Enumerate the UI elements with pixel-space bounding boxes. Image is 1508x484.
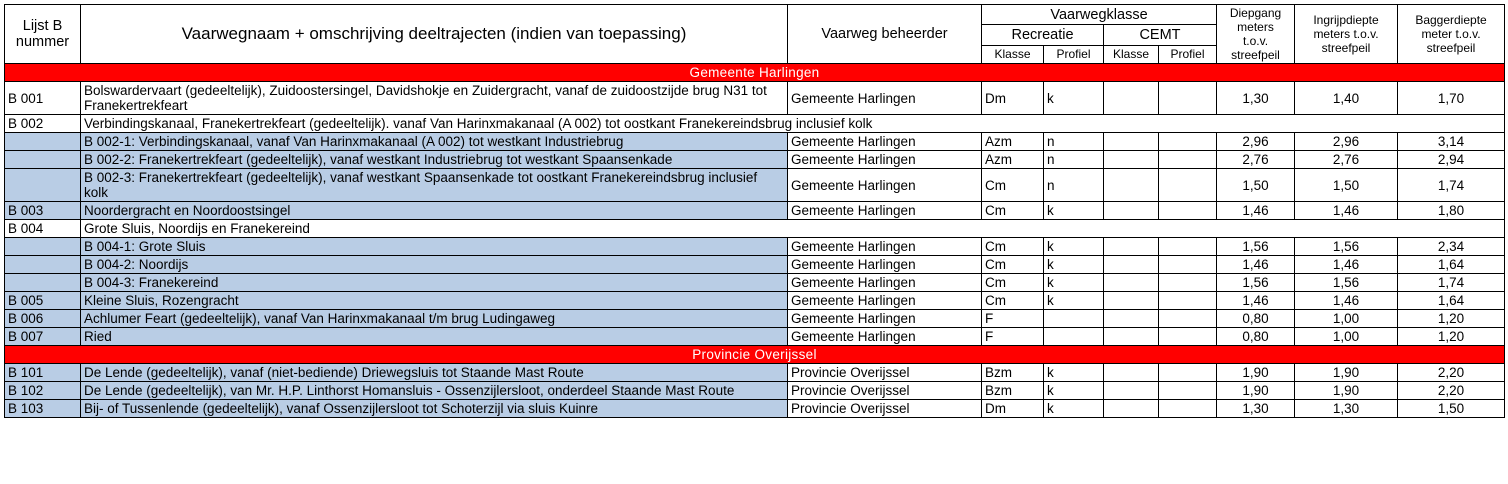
cell-recreatie-klasse: F [982, 310, 1044, 328]
cell-cemt-profiel [1159, 133, 1217, 151]
section-banner-row [5, 64, 1505, 82]
header-baggerdiepte [1398, 5, 1505, 64]
table-row [5, 292, 1505, 310]
table-row [5, 82, 1505, 115]
cell-diepgang: 1,30 [1217, 82, 1295, 115]
cell-recreatie-klasse: Cm [982, 169, 1044, 202]
header-vaarwegnaam: Vaarwegnaam + omschrijving deeltrajecten (indien van toepassing) [81, 5, 788, 64]
section-banner-label: Gemeente Harlingen [5, 64, 1505, 82]
cell-diepgang: 2,96 [1217, 133, 1295, 151]
cell-vaarwegnaam: Noordergracht en Noordoostsingel [81, 202, 788, 220]
cell-vaarweg-beheerder: Gemeente Harlingen [788, 310, 982, 328]
cell-diepgang: 0,80 [1217, 328, 1295, 346]
cell-ingrijpdiepte: 1,90 [1295, 364, 1398, 382]
table-row [5, 400, 1505, 418]
cell-recreatie-profiel: n [1044, 169, 1104, 202]
cell-vaarweg-beheerder: Provincie Overijssel [788, 382, 982, 400]
header-ingrijpdiepte [1295, 5, 1398, 64]
cell-lijst-b-nummer [5, 256, 81, 274]
cell-cemt-profiel [1159, 292, 1217, 310]
table-row [5, 202, 1505, 220]
table-row [5, 151, 1505, 169]
cell-cemt-klasse [1104, 382, 1159, 400]
cell-recreatie-klasse: Cm [982, 274, 1044, 292]
cell-vaarwegnaam: Bij- of Tussenlende (gedeeltelijk), vanaf Ossenzijlersloot tot Schoterzijl via sluis Kuinre [81, 400, 788, 418]
cell-diepgang: 1,46 [1217, 292, 1295, 310]
cell-diepgang: 1,50 [1217, 169, 1295, 202]
cell-cemt-klasse [1104, 169, 1159, 202]
cell-ingrijpdiepte: 1,40 [1295, 82, 1398, 115]
cell-cemt-klasse [1104, 256, 1159, 274]
cell-cemt-profiel [1159, 82, 1217, 115]
cell-vaarweg-beheerder: Gemeente Harlingen [788, 82, 982, 115]
cell-cemt-profiel [1159, 382, 1217, 400]
cell-diepgang: 1,90 [1217, 364, 1295, 382]
cell-vaarweg-beheerder: Provincie Overijssel [788, 400, 982, 418]
cell-lijst-b-nummer [5, 274, 81, 292]
cell-vaarweg-beheerder: Gemeente Harlingen [788, 256, 982, 274]
cell-recreatie-profiel: k [1044, 256, 1104, 274]
cell-cemt-klasse [1104, 292, 1159, 310]
cell-lijst-b-nummer: B 004 [5, 220, 81, 238]
cell-vaarweg-beheerder: Gemeente Harlingen [788, 133, 982, 151]
cell-ingrijpdiepte: 1,56 [1295, 274, 1398, 292]
table-row [5, 133, 1505, 151]
cell-baggerdiepte: 1,80 [1398, 202, 1505, 220]
header-row-1 [5, 5, 1505, 25]
cell-diepgang: 1,56 [1217, 274, 1295, 292]
cell-vaarwegnaam: Bolswardervaart (gedeeltelijk), Zuidoostersingel, Davidshokje en Zuidergracht, vanaf de zuidoostzijde brug N31 tot Franekertrekfeart [81, 82, 788, 115]
cell-ingrijpdiepte: 1,00 [1295, 328, 1398, 346]
cell-baggerdiepte: 1,50 [1398, 400, 1505, 418]
header-lijst-b-nummer-line1: Lijst B [22, 18, 63, 34]
cell-baggerdiepte: 1,64 [1398, 256, 1505, 274]
header-recreatie-profiel: Profiel [1044, 45, 1104, 63]
cell-recreatie-klasse: Dm [982, 82, 1044, 115]
cell-baggerdiepte: 3,14 [1398, 133, 1505, 151]
cell-ingrijpdiepte: 1,90 [1295, 382, 1398, 400]
cell-cemt-profiel [1159, 274, 1217, 292]
cell-baggerdiepte: 1,20 [1398, 328, 1505, 346]
header-ingrijpdiepte-line3: streefpeil [1321, 41, 1371, 55]
cell-recreatie-profiel: n [1044, 151, 1104, 169]
cell-diepgang: 1,46 [1217, 256, 1295, 274]
cell-recreatie-klasse: Bzm [982, 364, 1044, 382]
table-row [5, 256, 1505, 274]
header-diepgang [1217, 5, 1295, 64]
table-header [5, 5, 1505, 64]
cell-vaarwegnaam: De Lende (gedeeltelijk), vanaf (niet-bediende) Driewegsluis tot Staande Mast Route [81, 364, 788, 382]
cell-ingrijpdiepte: 2,96 [1295, 133, 1398, 151]
header-vaarweg-beheerder: Vaarweg beheerder [788, 5, 982, 64]
section-banner-row [5, 346, 1505, 364]
table-row [5, 382, 1505, 400]
cell-cemt-klasse [1104, 364, 1159, 382]
cell-cemt-klasse [1104, 400, 1159, 418]
cell-baggerdiepte: 2,20 [1398, 382, 1505, 400]
cell-recreatie-profiel: k [1044, 202, 1104, 220]
cell-cemt-klasse [1104, 133, 1159, 151]
cell-cemt-profiel [1159, 328, 1217, 346]
header-baggerdiepte-line3: streefpeil [1426, 41, 1476, 55]
cell-recreatie-klasse: Cm [982, 202, 1044, 220]
header-ingrijpdiepte-line1: Ingrijpdiepte [1313, 13, 1379, 27]
cell-recreatie-profiel: k [1044, 82, 1104, 115]
cell-lijst-b-nummer [5, 238, 81, 256]
table-row [5, 364, 1505, 382]
table-row [5, 328, 1505, 346]
cell-diepgang: 1,90 [1217, 382, 1295, 400]
cell-lijst-b-nummer: B 101 [5, 364, 81, 382]
cell-ingrijpdiepte: 1,46 [1295, 292, 1398, 310]
cell-vaarwegnaam: Achlumer Feart (gedeeltelijk), vanaf Van Harinxmakanaal t/m brug Ludingaweg [81, 310, 788, 328]
cell-vaarweg-beheerder: Gemeente Harlingen [788, 328, 982, 346]
header-cemt-klasse: Klasse [1104, 45, 1159, 63]
cell-baggerdiepte: 2,94 [1398, 151, 1505, 169]
cell-cemt-profiel [1159, 364, 1217, 382]
cell-vaarweg-beheerder: Gemeente Harlingen [788, 151, 982, 169]
cell-recreatie-klasse: Cm [982, 238, 1044, 256]
header-lijst-b-nummer-line2: nummer [15, 34, 70, 50]
cell-vaarwegnaam: B 004-3: Franekereind [81, 274, 788, 292]
header-vaarwegklasse: Vaarwegklasse [982, 5, 1217, 25]
cell-vaarweg-beheerder: Gemeente Harlingen [788, 202, 982, 220]
cell-lijst-b-nummer: B 103 [5, 400, 81, 418]
cell-diepgang: 1,30 [1217, 400, 1295, 418]
cell-lijst-b-nummer: B 102 [5, 382, 81, 400]
cell-vaarwegnaam: Ried [81, 328, 788, 346]
cell-lijst-b-nummer: B 003 [5, 202, 81, 220]
cell-lijst-b-nummer: B 002 [5, 115, 81, 133]
cell-vaarwegnaam: B 002-3: Franekertrekfeart (gedeeltelijk), vanaf westkant Spaansenkade tot oostkant Franekereindsbrug inclusief kolk [81, 169, 788, 202]
table-row [5, 310, 1505, 328]
table-row [5, 169, 1505, 202]
header-baggerdiepte-line2: meter t.o.v. [1421, 27, 1481, 41]
cell-ingrijpdiepte: 1,50 [1295, 169, 1398, 202]
cell-vaarweg-beheerder: Gemeente Harlingen [788, 238, 982, 256]
cell-cemt-klasse [1104, 151, 1159, 169]
header-recreatie: Recreatie [982, 25, 1104, 45]
table-row [5, 115, 1505, 133]
cell-vaarweg-beheerder: Gemeente Harlingen [788, 274, 982, 292]
cell-vaarwegnaam: Kleine Sluis, Rozengracht [81, 292, 788, 310]
header-diepgang-line3: t.o.v. [1242, 34, 1269, 48]
header-recreatie-klasse: Klasse [982, 45, 1044, 63]
cell-baggerdiepte: 1,20 [1398, 310, 1505, 328]
cell-recreatie-klasse: F [982, 328, 1044, 346]
cell-cemt-klasse [1104, 238, 1159, 256]
cell-diepgang: 0,80 [1217, 310, 1295, 328]
cell-cemt-klasse [1104, 310, 1159, 328]
cell-ingrijpdiepte: 1,46 [1295, 256, 1398, 274]
cell-cemt-profiel [1159, 310, 1217, 328]
cell-recreatie-klasse: Bzm [982, 382, 1044, 400]
cell-recreatie-profiel [1044, 328, 1104, 346]
table-row [5, 238, 1505, 256]
cell-diepgang: 2,76 [1217, 151, 1295, 169]
cell-cemt-profiel [1159, 202, 1217, 220]
cell-cemt-profiel [1159, 151, 1217, 169]
cell-ingrijpdiepte: 1,46 [1295, 202, 1398, 220]
cell-baggerdiepte: 1,70 [1398, 82, 1505, 115]
waterway-table [4, 4, 1505, 418]
header-cemt: CEMT [1104, 25, 1217, 45]
cell-recreatie-profiel: k [1044, 238, 1104, 256]
cell-diepgang: 1,56 [1217, 238, 1295, 256]
table-body [5, 64, 1505, 418]
cell-baggerdiepte: 2,20 [1398, 364, 1505, 382]
cell-vaarwegnaam: B 002-1: Verbindingskanaal, vanaf Van Harinxmakanaal (A 002) tot westkant Industriebrug [81, 133, 788, 151]
cell-ingrijpdiepte: 1,30 [1295, 400, 1398, 418]
cell-vaarweg-beheerder: Provincie Overijssel [788, 364, 982, 382]
header-lijst-b-nummer [5, 5, 81, 64]
cell-recreatie-klasse: Azm [982, 151, 1044, 169]
cell-lijst-b-nummer: B 005 [5, 292, 81, 310]
header-diepgang-line1: Diepgang [1229, 6, 1282, 20]
cell-cemt-profiel [1159, 400, 1217, 418]
table-row [5, 274, 1505, 292]
cell-lijst-b-nummer: B 007 [5, 328, 81, 346]
cell-recreatie-klasse: Dm [982, 400, 1044, 418]
cell-recreatie-profiel: k [1044, 274, 1104, 292]
cell-lijst-b-nummer [5, 151, 81, 169]
cell-recreatie-klasse: Azm [982, 133, 1044, 151]
cell-vaarweg-beheerder: Gemeente Harlingen [788, 169, 982, 202]
cell-recreatie-profiel: k [1044, 364, 1104, 382]
header-ingrijpdiepte-line2: meters t.o.v. [1313, 27, 1379, 41]
cell-cemt-profiel [1159, 256, 1217, 274]
cell-recreatie-profiel: k [1044, 292, 1104, 310]
cell-vaarwegnaam-group: Verbindingskanaal, Franekertrekfeart (gedeeltelijk). vanaf Van Harinxmakanaal (A 002) tot oostkant Franekereindsbrug inclusief kolk [81, 115, 1505, 133]
cell-baggerdiepte: 2,34 [1398, 238, 1505, 256]
cell-recreatie-klasse: Cm [982, 256, 1044, 274]
header-diepgang-line2: meters [1237, 20, 1274, 34]
cell-vaarwegnaam: De Lende (gedeeltelijk), van Mr. H.P. Linthorst Homansluis - Ossenzijlersloot, onderdeel Staande Mast Route [81, 382, 788, 400]
cell-lijst-b-nummer: B 006 [5, 310, 81, 328]
cell-recreatie-profiel: n [1044, 133, 1104, 151]
cell-cemt-klasse [1104, 202, 1159, 220]
cell-lijst-b-nummer [5, 133, 81, 151]
header-baggerdiepte-line1: Baggerdiepte [1415, 13, 1487, 27]
section-banner-label: Provincie Overijssel [5, 346, 1505, 364]
header-diepgang-line4: streefpeil [1231, 48, 1280, 62]
cell-ingrijpdiepte: 1,56 [1295, 238, 1398, 256]
cell-baggerdiepte: 1,74 [1398, 274, 1505, 292]
cell-cemt-profiel [1159, 169, 1217, 202]
cell-cemt-klasse [1104, 328, 1159, 346]
cell-lijst-b-nummer [5, 169, 81, 202]
cell-lijst-b-nummer: B 001 [5, 82, 81, 115]
cell-vaarwegnaam: B 004-1: Grote Sluis [81, 238, 788, 256]
cell-recreatie-klasse: Cm [982, 292, 1044, 310]
cell-ingrijpdiepte: 2,76 [1295, 151, 1398, 169]
cell-vaarweg-beheerder: Gemeente Harlingen [788, 292, 982, 310]
cell-ingrijpdiepte: 1,00 [1295, 310, 1398, 328]
cell-cemt-profiel [1159, 238, 1217, 256]
cell-vaarwegnaam: B 002-2: Franekertrekfeart (gedeeltelijk), vanaf westkant Industriebrug tot westkant Spaansenkade [81, 151, 788, 169]
cell-diepgang: 1,46 [1217, 202, 1295, 220]
cell-cemt-klasse [1104, 274, 1159, 292]
cell-recreatie-profiel [1044, 310, 1104, 328]
cell-recreatie-profiel: k [1044, 400, 1104, 418]
cell-baggerdiepte: 1,74 [1398, 169, 1505, 202]
cell-vaarwegnaam-group: Grote Sluis, Noordijs en Franekereind [81, 220, 1505, 238]
header-cemt-profiel: Profiel [1159, 45, 1217, 63]
cell-vaarwegnaam: B 004-2: Noordijs [81, 256, 788, 274]
cell-recreatie-profiel: k [1044, 382, 1104, 400]
cell-cemt-klasse [1104, 82, 1159, 115]
table-row [5, 220, 1505, 238]
cell-baggerdiepte: 1,64 [1398, 292, 1505, 310]
